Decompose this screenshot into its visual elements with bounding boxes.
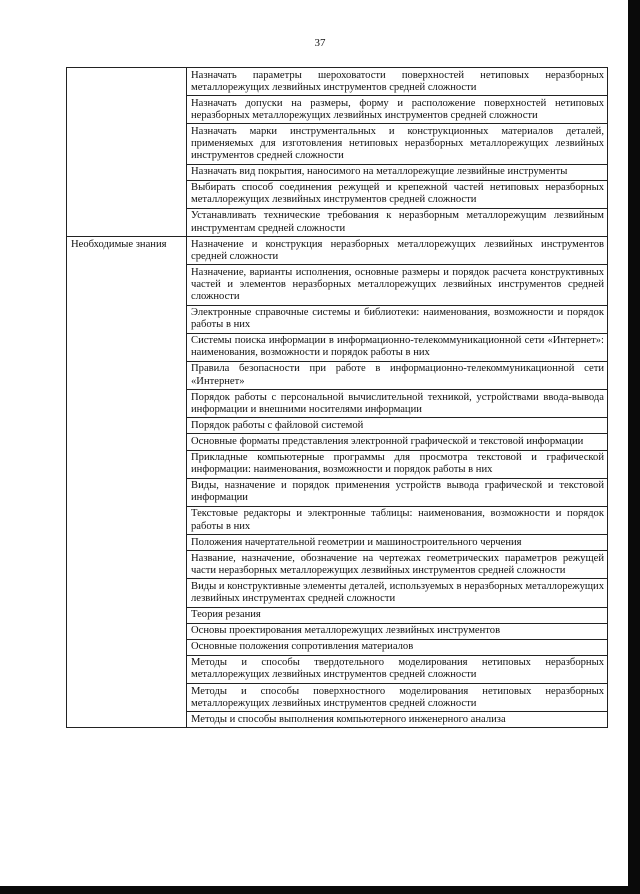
knowledge-item: Текстовые редакторы и электронные таблицы: наименования, возможности и порядок работы в них xyxy=(187,506,608,534)
knowledge-item: Виды и конструктивные элементы деталей, используемых в неразборных металлорежущих лезвийных инструментах средней сложности xyxy=(187,579,608,607)
table-row xyxy=(67,68,608,96)
skill-item: Назначать допуски на размеры, форму и расположение поверхностей нетиповых неразборных металлорежущих лезвийных инструментов средней сложности xyxy=(187,96,608,124)
knowledge-item: Название, назначение, обозначение на чертежах геометрических параметров режущей части неразборных металлорежущих лезвийных инструментов средней сложности xyxy=(187,551,608,579)
competency-table xyxy=(66,67,608,728)
knowledge-item: Электронные справочные системы и библиотеки: наименования, возможности и порядок работы в них xyxy=(187,305,608,333)
knowledge-label-cell xyxy=(67,237,187,728)
skill-item: Выбирать способ соединения режущей и крепежной частей нетиповых неразборных металлорежущих лезвийных инструментов средней сложности xyxy=(187,180,608,208)
knowledge-item: Положения начертательной геометрии и машиностроительного черчения xyxy=(187,535,608,551)
knowledge-item: Виды, назначение и порядок применения устройств вывода графической и текстовой информации xyxy=(187,478,608,506)
knowledge-item: Основы проектирования металлорежущих лезвийных инструментов xyxy=(187,623,608,639)
knowledge-item: Методы и способы поверхностного моделирования нетиповых неразборных металлорежущих лезвийных инструментов средней сложности xyxy=(187,684,608,712)
knowledge-item: Порядок работы с файловой системой xyxy=(187,418,608,434)
knowledge-item: Назначение и конструкция неразборных металлорежущих лезвийных инструментов средней сложности xyxy=(187,237,608,265)
knowledge-item: Прикладные компьютерные программы для просмотра текстовой и графической информации: наименования, возможности и порядок работы в них xyxy=(187,450,608,478)
table-row xyxy=(67,237,608,265)
skills-label-cell xyxy=(67,68,187,237)
scan-edge-bottom xyxy=(0,886,640,894)
knowledge-item: Правила безопасности при работе в информационно-телекоммуникационной сети «Интернет» xyxy=(187,361,608,389)
skill-item: Назначать параметры шероховатости поверхностей нетиповых неразборных металлорежущих лезвийных инструментов средней сложности xyxy=(187,68,608,96)
knowledge-item: Основные форматы представления электронной графической и текстовой информации xyxy=(187,434,608,450)
scan-edge-right xyxy=(628,0,640,894)
knowledge-item: Теория резания xyxy=(187,607,608,623)
knowledge-item: Системы поиска информации в информационно-телекоммуникационной сети «Интернет»: наименования, возможности и порядок работы в них xyxy=(187,333,608,361)
knowledge-item: Основные положения сопротивления материалов xyxy=(187,639,608,655)
knowledge-item: Назначение, варианты исполнения, основные размеры и порядок расчета конструктивных частей и элементов неразборных металлорежущих лезвийных инструментов средней сложности xyxy=(187,265,608,305)
knowledge-item: Методы и способы выполнения компьютерного инженерного анализа xyxy=(187,712,608,728)
skill-item: Устанавливать технические требования к неразборным металлорежущим лезвийным инструментам средней сложности xyxy=(187,208,608,236)
skill-item: Назначать марки инструментальных и конструкционных материалов деталей, применяемых для изготовления нетиповых неразборных металлорежущих лезвийных инструментов средней сложности xyxy=(187,124,608,164)
skill-item: Назначать вид покрытия, наносимого на металлорежущие лезвийные инструменты xyxy=(187,164,608,180)
knowledge-item: Методы и способы твердотельного моделирования нетиповых неразборных металлорежущих лезвийных инструментов средней сложности xyxy=(187,655,608,683)
knowledge-item: Порядок работы с персональной вычислительной техникой, устройствами ввода-вывода информации и внешними носителями информации xyxy=(187,390,608,418)
page-number: 37 xyxy=(314,37,326,49)
knowledge-label: Необходимые знания xyxy=(71,238,167,250)
